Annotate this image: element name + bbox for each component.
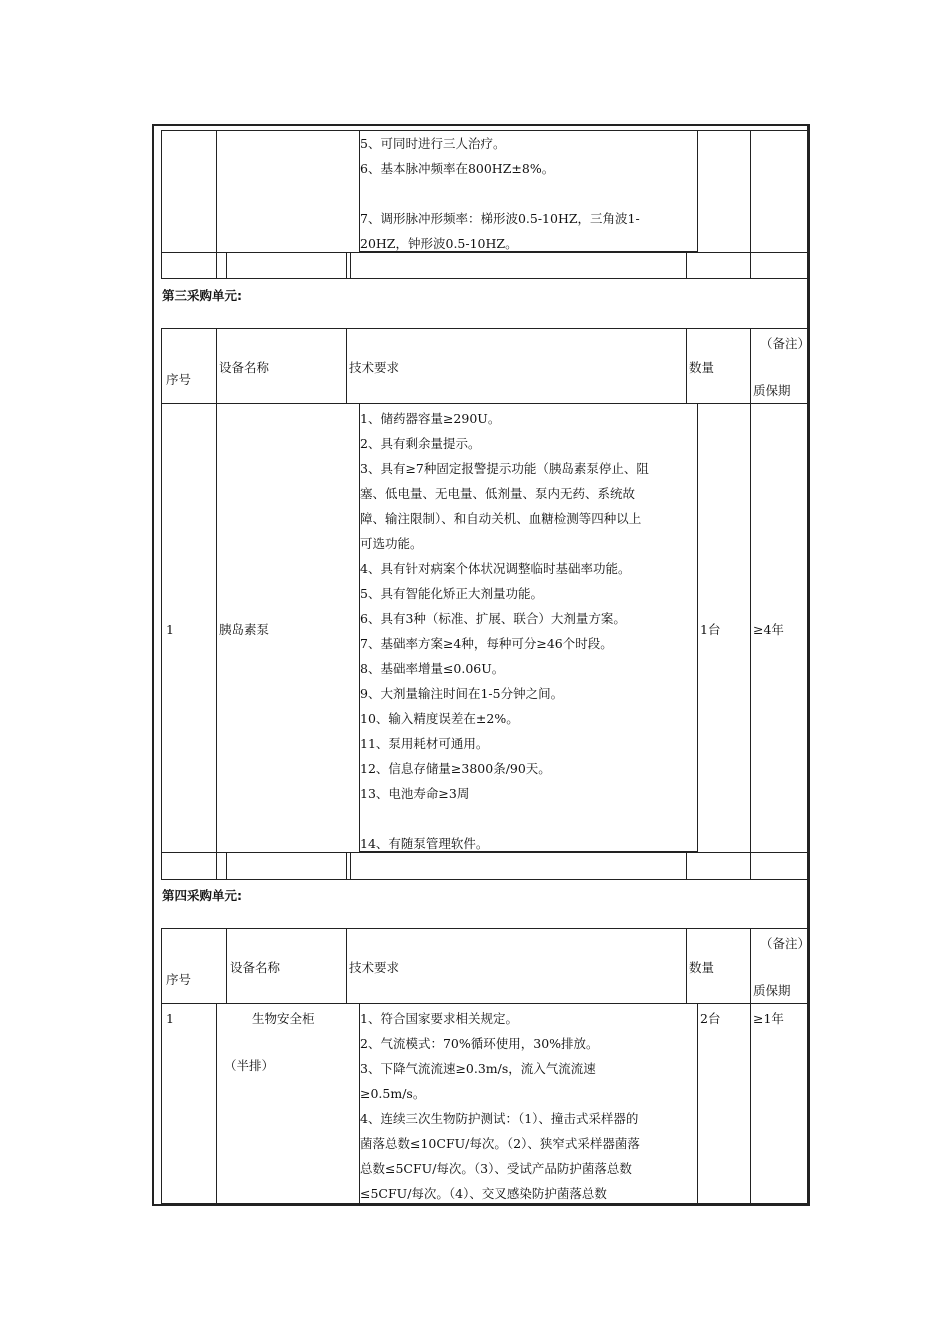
tech-item: 总数≤5CFU/每次。（3）、受试产品防护菌落总数: [360, 1161, 632, 1176]
tech-item: 可选功能。: [360, 536, 423, 551]
tech-item: 10、输入精度误差在±2%。: [360, 711, 519, 726]
tech-item: 13、电池寿命≥3周: [360, 786, 470, 801]
tech-item: 塞、低电量、无电量、低剂量、泵内无药、系统故: [360, 486, 636, 501]
row-warranty: ≥1年: [753, 1011, 784, 1026]
row-seq: 1: [166, 1011, 174, 1026]
header-warranty: 质保期: [753, 983, 791, 998]
tech-item: 7、基础率方案≥4种，每种可分≥46个时段。: [360, 636, 613, 651]
tech-item-blank: [360, 806, 649, 831]
row-name-note: （半排）: [224, 1058, 275, 1073]
header-qty: 数量: [689, 960, 715, 975]
unit3-title: 第三采购单元:: [162, 288, 242, 303]
tech-item: 4、具有针对病案个体状况调整临时基础率功能。: [360, 561, 631, 576]
tech-item: ≤5CFU/每次。（4）、交叉感染防护菌落总数: [360, 1186, 607, 1201]
tech-item: 12、信息存储量≥3800条/90天。: [360, 761, 551, 776]
header-warranty: 质保期: [753, 383, 791, 398]
header-name: 设备名称: [230, 960, 281, 975]
continuation-tech-items: [360, 131, 640, 256]
tech-item: 菌落总数≤10CFU/每次。（2）、狭窄式采样器菌落: [360, 1136, 640, 1151]
tech-item: 5、具有智能化矫正大剂量功能。: [360, 586, 543, 601]
unit4-tech-items: [360, 1006, 640, 1206]
header-remark: （备注）: [760, 936, 811, 951]
header-tech: 技术要求: [349, 360, 400, 375]
header-name: 设备名称: [219, 360, 270, 375]
tech-item: 3、下降气流流速≥0.3m/s，流入气流流速: [360, 1061, 596, 1076]
row-name: 胰岛素泵: [219, 622, 270, 637]
tech-item: 2、气流模式：70%循环使用，30%排放。: [360, 1036, 599, 1051]
tech-item: 7、调形脉冲形频率：梯形波0.5-10HZ，三角波1-: [360, 211, 640, 226]
header-remark: （备注）: [760, 336, 811, 351]
tech-item: 11、泵用耗材可通用。: [360, 736, 489, 751]
tech-item: ≥0.5m/s。: [360, 1086, 426, 1101]
tech-item-blank: [360, 181, 640, 206]
tech-item: 1、储药器容量≥290U。: [360, 411, 501, 426]
row-qty: 2台: [700, 1011, 721, 1026]
tech-item: 3、具有≥7种固定报警提示功能（胰岛素泵停止、阻: [360, 461, 649, 476]
tech-item: 14、有随泵管理软件。: [360, 836, 489, 851]
tech-item: 1、符合国家要求相关规定。: [360, 1011, 518, 1026]
header-qty: 数量: [689, 360, 715, 375]
tech-item: 9、大剂量输注时间在1-5分钟之间。: [360, 686, 564, 701]
header-tech: 技术要求: [349, 960, 400, 975]
tech-item: 20HZ，钟形波0.5-10HZ。: [360, 236, 518, 251]
row-warranty: ≥4年: [753, 622, 784, 637]
row-name: 生物安全柜: [252, 1011, 315, 1026]
unit4-title: 第四采购单元:: [162, 888, 242, 903]
tech-item: 4、连续三次生物防护测试：（1）、撞击式采样器的: [360, 1111, 639, 1126]
tech-item: 障、输注限制）、和自动关机、血糖检测等四种以上: [360, 511, 642, 526]
tech-item: 6、具有3种（标准、扩展、联合）大剂量方案。: [360, 611, 626, 626]
row-seq: 1: [166, 622, 174, 637]
row-qty: 1台: [700, 622, 721, 637]
tech-item: 8、基础率增量≤0.06U。: [360, 661, 505, 676]
header-seq: 序号: [166, 972, 192, 987]
header-seq: 序号: [166, 372, 192, 387]
unit3-tech-items: [360, 406, 649, 856]
tech-item: 2、具有剩余量提示。: [360, 436, 481, 451]
tech-item: 6、基本脉冲频率在800HZ±8%。: [360, 161, 555, 176]
tech-item: 5、可同时进行三人治疗。: [360, 136, 506, 151]
